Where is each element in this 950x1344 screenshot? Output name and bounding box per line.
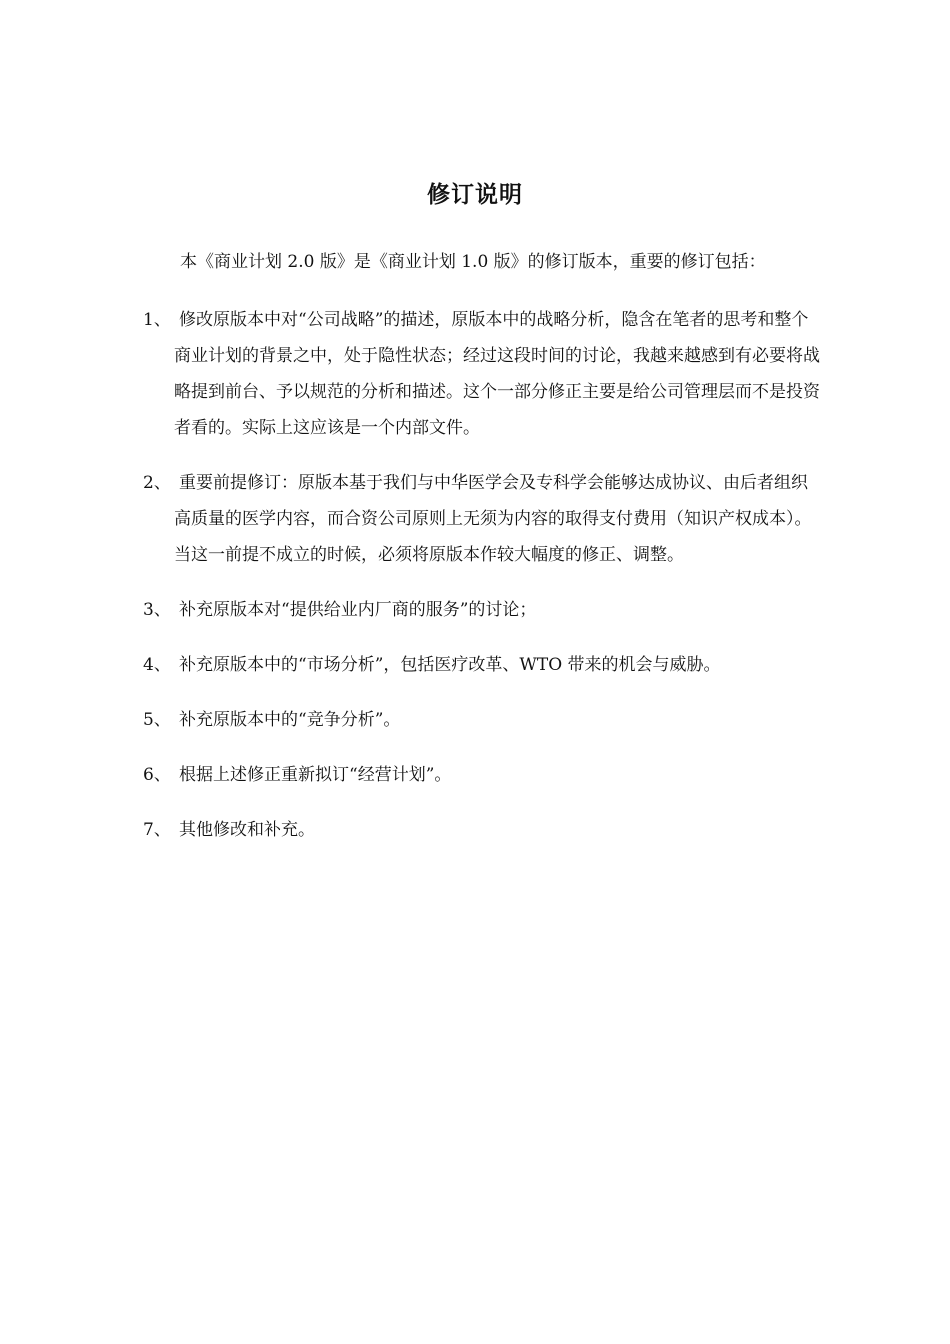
list-item-number: 6、 — [143, 765, 171, 785]
list-item-number: 1、 — [143, 310, 171, 330]
list-item-number: 3、 — [143, 600, 171, 620]
list-item — [143, 702, 823, 738]
list-item-text: 根据上述修正重新拟订“经营计划”。 — [179, 765, 452, 785]
list-item-text: 其他修改和补充。 — [179, 820, 315, 840]
list-item-number: 4、 — [143, 655, 171, 675]
revision-list — [143, 302, 823, 867]
list-item-text: 重要前提修订：原版本基于我们与中华医学会及专科学会能够达成协议、由后者组织高质量的医学内容，而合资公司原则上无须为内容的取得支付费用（知识产权成本）。当这一前提不成立的时候，必须将原版本作较大幅度的修正、调整。 — [174, 473, 812, 565]
list-item — [143, 592, 823, 628]
list-item-text: 补充原版本对“提供给业内厂商的服务”的讨论； — [179, 600, 537, 620]
intro-paragraph: 本《商业计划 2.0 版》是《商业计划 1.0 版》的修订版本，重要的修订包括： — [180, 252, 766, 272]
list-item-number: 7、 — [143, 820, 171, 840]
list-item-number: 2、 — [143, 473, 171, 493]
list-item-text: 修改原版本中对“公司战略”的描述，原版本中的战略分析，隐含在笔者的思考和整个商业计划的背景之中，处于隐性状态；经过这段时间的讨论，我越来越感到有必要将战略提到前台、予以规范的分析和描述。这个一部分修正主要是给公司管理层而不是投资者看的。实际上这应该是一个内部文件。 — [174, 310, 820, 438]
list-item — [143, 812, 823, 848]
list-item-text: 补充原版本中的“市场分析”，包括医疗改革、WTO 带来的机会与威胁。 — [179, 655, 721, 675]
list-item — [143, 647, 823, 683]
list-item-number: 5、 — [143, 710, 171, 730]
list-item-text: 补充原版本中的“竞争分析”。 — [179, 710, 401, 730]
list-item — [143, 465, 823, 573]
list-item — [143, 302, 823, 446]
page-title: 修订说明 — [427, 182, 523, 208]
list-item — [143, 757, 823, 793]
